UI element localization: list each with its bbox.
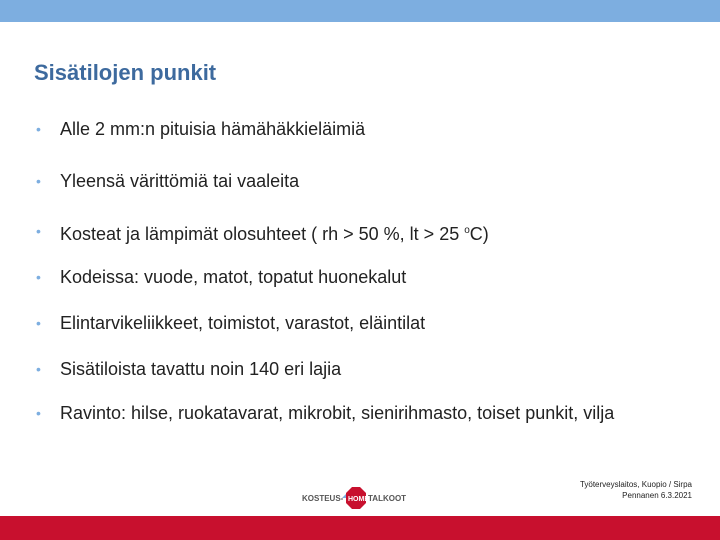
footer-credit — [562, 479, 692, 501]
bullet-marker: • — [36, 173, 41, 189]
bullet-item — [36, 358, 341, 380]
bullet-text: Alle 2 mm:n pituisia hämähäkkieläimiä — [60, 119, 366, 139]
credit-line: Työterveyslaitos, Kuopio / Sirpa — [579, 480, 692, 489]
credit-line: Pennanen 6.3.2021 — [622, 491, 692, 500]
bullet-marker: • — [36, 269, 41, 285]
bullet-text: Elintarvikeliikkeet, toimistot, varastot, eläintilat — [60, 313, 426, 333]
bullet-text: Kodeissa: vuode, matot, topatut huonekalut — [60, 267, 407, 287]
bullet-item — [36, 220, 489, 245]
logo-text-left: KOSTEUS- — [302, 494, 344, 503]
kosteus-home-talkoot-logo — [302, 484, 406, 512]
bullet-item — [36, 118, 365, 140]
bullet-text: Yleensä värittömiä tai vaaleita — [60, 171, 300, 191]
bullet-item — [36, 402, 650, 424]
bullet-text-end: C) — [469, 224, 489, 244]
bullet-marker: • — [36, 405, 41, 421]
bullet-item — [36, 266, 406, 288]
degree-superscript: o — [464, 225, 470, 236]
bullet-item — [36, 312, 425, 334]
top-accent-band — [0, 0, 720, 22]
bullet-marker: • — [36, 223, 41, 239]
logo-text-right: TALKOOT — [368, 494, 406, 503]
bullet-item — [36, 170, 299, 192]
logo-text-home: HOME — [348, 496, 369, 503]
bottom-accent-band — [0, 516, 720, 540]
bullet-marker: • — [36, 361, 41, 377]
bullet-marker: • — [36, 121, 41, 137]
bullet-text: Sisätiloista tavattu noin 140 eri lajia — [60, 359, 342, 379]
bullet-text: Ravinto: hilse, ruokatavarat, mikrobit, sienirihmasto, toiset punkit, vilja — [60, 403, 615, 423]
bullet-text: Kosteat ja lämpimät olosuhteet ( rh > 50 %, lt > 25 — [60, 224, 465, 244]
bullet-marker: • — [36, 315, 41, 331]
slide-title: Sisätilojen punkit — [34, 60, 217, 85]
